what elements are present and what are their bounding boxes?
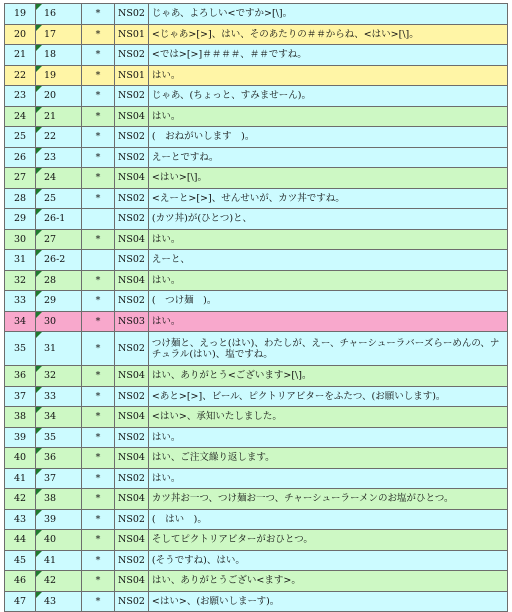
row-number-cell: 26 (5, 147, 36, 168)
speaker-code-cell: NS04 (115, 168, 149, 189)
comment-marker-icon (36, 189, 42, 195)
comment-marker-icon (36, 148, 42, 154)
utterance-number-cell (36, 229, 82, 250)
utterance-number: 36 (44, 452, 57, 464)
row-number-cell: 23 (5, 86, 36, 107)
row-number-cell: 41 (5, 468, 36, 489)
mark-cell: * (82, 550, 115, 571)
utterance-text-cell: はい。 (148, 65, 507, 86)
mark-cell: * (82, 65, 115, 86)
speaker-code-cell: NS02 (115, 250, 149, 271)
utterance-number-cell (36, 530, 82, 551)
transcript-row (5, 407, 508, 428)
utterance-number-cell (36, 550, 82, 571)
transcript-row (5, 366, 508, 387)
mark-cell (82, 209, 115, 230)
utterance-text-cell: <はい>、承知いたしました。 (148, 407, 507, 428)
utterance-text-cell: カツ丼お一つ、つけ麺お一つ、チャーシューラーメンのお塩がひとつ。 (148, 489, 507, 510)
mark-cell: * (82, 188, 115, 209)
transcript-row (5, 550, 508, 571)
comment-marker-icon (36, 230, 42, 236)
transcript-row (5, 427, 508, 448)
utterance-number: 41 (44, 554, 57, 566)
row-number-cell: 29 (5, 209, 36, 230)
utterance-text-cell: ( つけ麺 )。 (148, 291, 507, 312)
utterance-number: 27 (44, 233, 57, 245)
speaker-code-cell: NS02 (115, 386, 149, 407)
utterance-number-cell (36, 106, 82, 127)
utterance-text-cell: はい。 (148, 311, 507, 332)
transcript-row (5, 332, 508, 366)
utterance-text-cell: えーと、 (148, 250, 507, 271)
mark-cell: * (82, 270, 115, 291)
transcript-row (5, 127, 508, 148)
transcript-row (5, 386, 508, 407)
mark-cell: * (82, 147, 115, 168)
transcript-row (5, 147, 508, 168)
row-number-cell: 46 (5, 571, 36, 592)
mark-cell: * (82, 24, 115, 45)
speaker-code-cell: NS04 (115, 366, 149, 387)
utterance-number-cell (36, 407, 82, 428)
speaker-code-cell: NS03 (115, 311, 149, 332)
comment-marker-icon (36, 387, 42, 393)
utterance-number: 19 (44, 69, 57, 81)
mark-cell: * (82, 571, 115, 592)
utterance-number: 35 (44, 431, 57, 443)
row-number-cell: 30 (5, 229, 36, 250)
comment-marker-icon (36, 510, 42, 516)
comment-marker-icon (36, 571, 42, 577)
transcript-row (5, 591, 508, 612)
utterance-number: 29 (44, 295, 57, 307)
transcript-row (5, 468, 508, 489)
utterance-number: 26-1 (44, 213, 66, 225)
speaker-code-cell: NS02 (115, 188, 149, 209)
utterance-number-cell (36, 250, 82, 271)
speaker-code-cell: NS02 (115, 209, 149, 230)
transcript-row (5, 229, 508, 250)
mark-cell: * (82, 509, 115, 530)
utterance-number: 21 (44, 110, 57, 122)
comment-marker-icon (36, 428, 42, 434)
utterance-number-cell (36, 489, 82, 510)
speaker-code-cell: NS04 (115, 407, 149, 428)
utterance-number-cell (36, 45, 82, 66)
utterance-number: 28 (44, 274, 57, 286)
utterance-number: 43 (44, 595, 57, 607)
speaker-code-cell: NS04 (115, 489, 149, 510)
comment-marker-icon (36, 66, 42, 72)
comment-marker-icon (36, 86, 42, 92)
utterance-number: 34 (44, 411, 57, 423)
mark-cell: * (82, 4, 115, 25)
utterance-number: 39 (44, 513, 57, 525)
transcript-row (5, 24, 508, 45)
utterance-text-cell: はい。 (148, 270, 507, 291)
utterance-text-cell: はい。 (148, 106, 507, 127)
utterance-text-cell: ( はい )。 (148, 509, 507, 530)
row-number-cell: 22 (5, 65, 36, 86)
speaker-code-cell: NS02 (115, 509, 149, 530)
transcript-row (5, 65, 508, 86)
utterance-number-cell (36, 24, 82, 45)
row-number-cell: 28 (5, 188, 36, 209)
row-number-cell: 34 (5, 311, 36, 332)
utterance-text-cell: そしてピクトリアビターがおひとつ。 (148, 530, 507, 551)
row-number-cell: 44 (5, 530, 36, 551)
row-number-cell: 32 (5, 270, 36, 291)
row-number-cell: 25 (5, 127, 36, 148)
utterance-number-cell (36, 386, 82, 407)
comment-marker-icon (36, 489, 42, 495)
comment-marker-icon (36, 312, 42, 318)
row-number-cell: 43 (5, 509, 36, 530)
speaker-code-cell: NS02 (115, 550, 149, 571)
utterance-number-cell (36, 509, 82, 530)
utterance-number-cell (36, 468, 82, 489)
utterance-number-cell (36, 591, 82, 612)
utterance-text-cell: はい。 (148, 468, 507, 489)
comment-marker-icon (36, 332, 42, 338)
utterance-number: 40 (44, 534, 57, 546)
utterance-number-cell (36, 448, 82, 469)
mark-cell: * (82, 448, 115, 469)
utterance-text-cell: ( おねがいします )。 (148, 127, 507, 148)
comment-marker-icon (36, 250, 42, 256)
transcript-row (5, 168, 508, 189)
comment-marker-icon (36, 45, 42, 51)
transcript-row (5, 571, 508, 592)
utterance-number-cell (36, 427, 82, 448)
utterance-text-cell: (カツ丼)が(ひとつ)と、 (148, 209, 507, 230)
speaker-code-cell: NS02 (115, 147, 149, 168)
utterance-number: 23 (44, 151, 57, 163)
utterance-text-cell: えーとですね。 (148, 147, 507, 168)
utterance-number-cell (36, 4, 82, 25)
transcript-row (5, 530, 508, 551)
utterance-number: 42 (44, 575, 57, 587)
utterance-number-cell (36, 147, 82, 168)
speaker-code-cell: NS01 (115, 24, 149, 45)
utterance-number-cell (36, 86, 82, 107)
comment-marker-icon (36, 168, 42, 174)
row-number-cell: 36 (5, 366, 36, 387)
row-number-cell: 39 (5, 427, 36, 448)
mark-cell: * (82, 127, 115, 148)
comment-marker-icon (36, 4, 42, 10)
utterance-text-cell: はい、ご注文繰り返します。 (148, 448, 507, 469)
utterance-number-cell (36, 209, 82, 230)
utterance-number-cell (36, 270, 82, 291)
utterance-number: 32 (44, 370, 57, 382)
mark-cell: * (82, 311, 115, 332)
utterance-text-cell: はい。 (148, 427, 507, 448)
utterance-text-cell: つけ麺と、えっと(はい)、わたしが、えー、チャーシューラバーズらーめんの、ナチュラル(はい)、塩ですね。 (148, 332, 507, 366)
utterance-text-cell: はい。 (148, 229, 507, 250)
row-number-cell: 31 (5, 250, 36, 271)
mark-cell: * (82, 45, 115, 66)
transcript-row (5, 311, 508, 332)
speaker-code-cell: NS04 (115, 270, 149, 291)
mark-cell: * (82, 106, 115, 127)
utterance-text-cell: <はい>[\]。 (148, 168, 507, 189)
transcript-row (5, 209, 508, 230)
comment-marker-icon (36, 127, 42, 133)
mark-cell: * (82, 407, 115, 428)
row-number-cell: 47 (5, 591, 36, 612)
speaker-code-cell: NS02 (115, 427, 149, 448)
transcript-row (5, 489, 508, 510)
speaker-code-cell: NS02 (115, 86, 149, 107)
transcript-row (5, 291, 508, 312)
row-number-cell: 20 (5, 24, 36, 45)
comment-marker-icon (36, 209, 42, 215)
comment-marker-icon (36, 366, 42, 372)
transcript-row (5, 4, 508, 25)
speaker-code-cell: NS02 (115, 127, 149, 148)
utterance-number: 16 (44, 8, 57, 20)
utterance-text-cell: じゃあ、よろしい<ですか>[\]。 (148, 4, 507, 25)
transcript-table (4, 3, 508, 612)
comment-marker-icon (36, 291, 42, 297)
row-number-cell: 21 (5, 45, 36, 66)
mark-cell: * (82, 332, 115, 366)
mark-cell: * (82, 489, 115, 510)
mark-cell: * (82, 168, 115, 189)
utterance-number: 17 (44, 28, 57, 40)
comment-marker-icon (36, 592, 42, 598)
transcript-row (5, 86, 508, 107)
speaker-code-cell: NS02 (115, 4, 149, 25)
utterance-number: 30 (44, 315, 57, 327)
utterance-number: 26-2 (44, 254, 66, 266)
mark-cell (82, 250, 115, 271)
utterance-text-cell: <えーと>[>]、せんせいが、カツ丼ですね。 (148, 188, 507, 209)
speaker-code-cell: NS02 (115, 45, 149, 66)
comment-marker-icon (36, 448, 42, 454)
utterance-number: 37 (44, 472, 57, 484)
utterance-number: 25 (44, 192, 57, 204)
comment-marker-icon (36, 407, 42, 413)
row-number-cell: 35 (5, 332, 36, 366)
comment-marker-icon (36, 107, 42, 113)
comment-marker-icon (36, 271, 42, 277)
row-number-cell: 37 (5, 386, 36, 407)
mark-cell: * (82, 386, 115, 407)
row-number-cell: 33 (5, 291, 36, 312)
transcript-row (5, 188, 508, 209)
row-number-cell: 24 (5, 106, 36, 127)
mark-cell: * (82, 291, 115, 312)
row-number-cell: 40 (5, 448, 36, 469)
utterance-number: 31 (44, 343, 57, 354)
speaker-code-cell: NS02 (115, 468, 149, 489)
transcript-row (5, 448, 508, 469)
utterance-number-cell (36, 332, 82, 366)
transcript-row (5, 270, 508, 291)
utterance-text-cell: <じゃあ>[>]、はい、そのあたりの＃＃からね、<はい>[\]。 (148, 24, 507, 45)
utterance-number: 18 (44, 49, 57, 61)
speaker-code-cell: NS02 (115, 291, 149, 312)
mark-cell: * (82, 427, 115, 448)
utterance-number: 20 (44, 90, 57, 102)
speaker-code-cell: NS04 (115, 229, 149, 250)
comment-marker-icon (36, 530, 42, 536)
utterance-number-cell (36, 127, 82, 148)
row-number-cell: 42 (5, 489, 36, 510)
utterance-text-cell: <はい>、(お願いしまーす)。 (148, 591, 507, 612)
utterance-text-cell: はい、ありがとう<ございます>[\]。 (148, 366, 507, 387)
mark-cell: * (82, 366, 115, 387)
mark-cell: * (82, 86, 115, 107)
utterance-number-cell (36, 311, 82, 332)
utterance-number: 33 (44, 390, 57, 402)
mark-cell: * (82, 229, 115, 250)
utterance-text-cell: <あと>[>]、ビール、ピクトリアビターをふたつ、(お願いします)。 (148, 386, 507, 407)
utterance-number-cell (36, 168, 82, 189)
speaker-code-cell: NS02 (115, 332, 149, 366)
utterance-number: 22 (44, 131, 57, 143)
transcript-body (5, 4, 508, 612)
utterance-number-cell (36, 291, 82, 312)
speaker-code-cell: NS04 (115, 571, 149, 592)
comment-marker-icon (36, 469, 42, 475)
row-number-cell: 45 (5, 550, 36, 571)
comment-marker-icon (36, 551, 42, 557)
utterance-number-cell (36, 188, 82, 209)
utterance-number: 38 (44, 493, 57, 505)
utterance-text-cell: はい、ありがとうござい<ます>。 (148, 571, 507, 592)
row-number-cell: 19 (5, 4, 36, 25)
speaker-code-cell: NS01 (115, 65, 149, 86)
mark-cell: * (82, 530, 115, 551)
utterance-text-cell: じゃあ、(ちょっと、すみませーん)。 (148, 86, 507, 107)
speaker-code-cell: NS04 (115, 106, 149, 127)
utterance-text-cell: (そうですね)、はい。 (148, 550, 507, 571)
transcript-row (5, 45, 508, 66)
speaker-code-cell: NS04 (115, 448, 149, 469)
speaker-code-cell: NS02 (115, 591, 149, 612)
speaker-code-cell: NS04 (115, 530, 149, 551)
utterance-number: 24 (44, 172, 57, 184)
row-number-cell: 38 (5, 407, 36, 428)
row-number-cell: 27 (5, 168, 36, 189)
comment-marker-icon (36, 25, 42, 31)
transcript-row (5, 106, 508, 127)
mark-cell: * (82, 468, 115, 489)
transcript-row (5, 250, 508, 271)
utterance-number-cell (36, 65, 82, 86)
utterance-text-cell: <では>[>]＃＃＃＃、＃＃ですね。 (148, 45, 507, 66)
mark-cell: * (82, 591, 115, 612)
utterance-number-cell (36, 366, 82, 387)
transcript-row (5, 509, 508, 530)
utterance-number-cell (36, 571, 82, 592)
